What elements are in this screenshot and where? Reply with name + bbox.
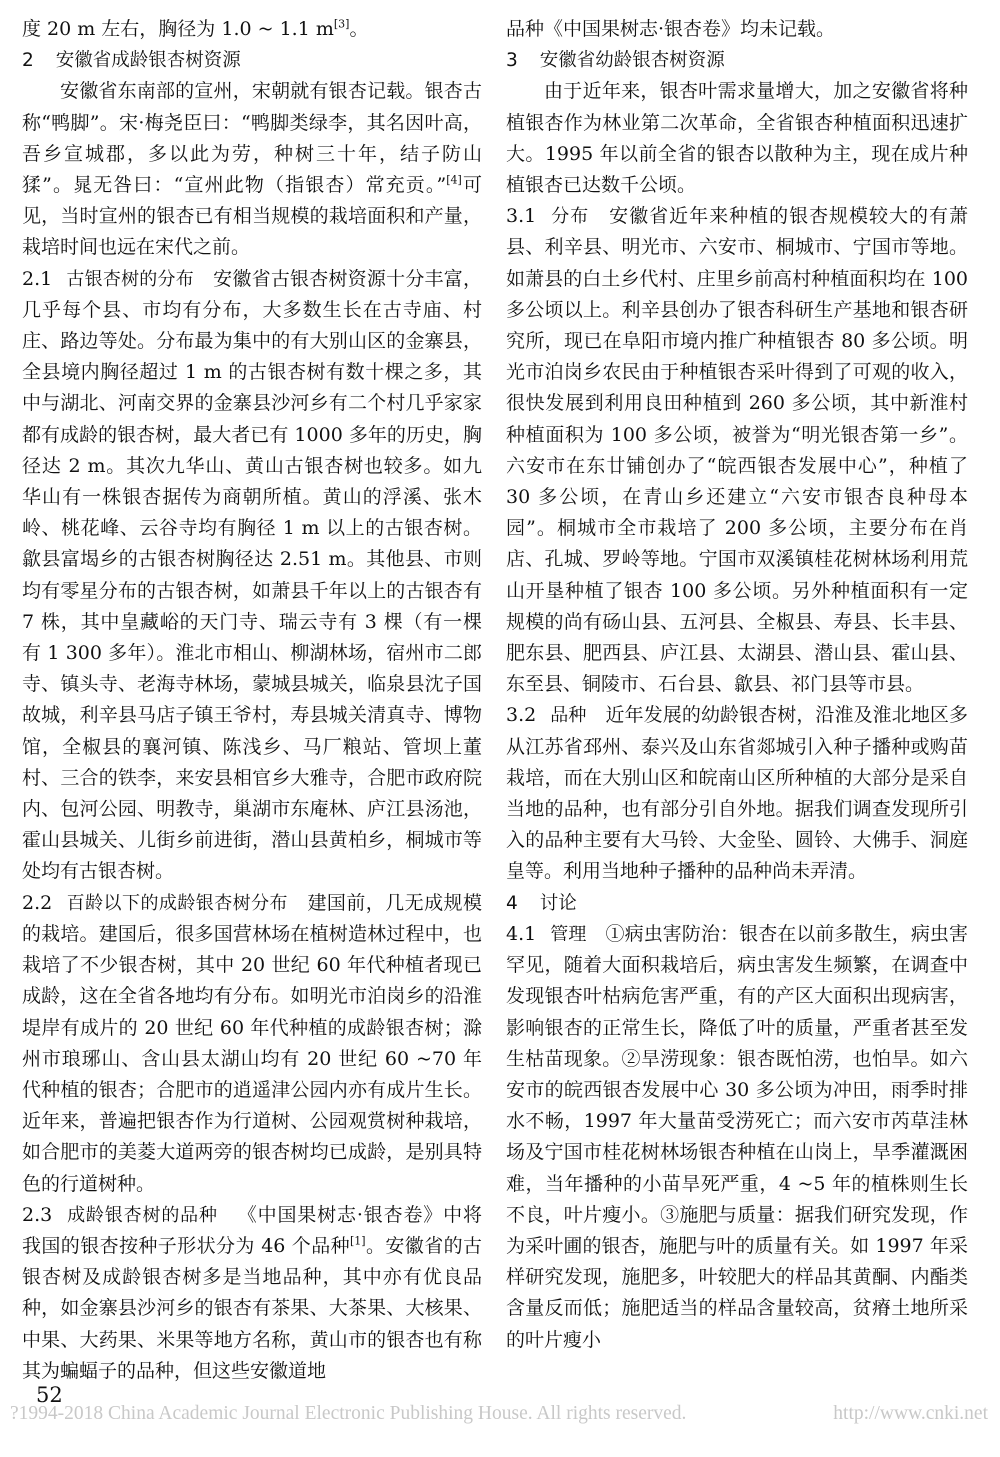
section-heading: 3 安徽省幼龄银杏树资源	[506, 50, 725, 72]
citation: [3]	[333, 17, 350, 31]
subsection-title: 管理	[550, 923, 587, 945]
page-number: 52	[36, 1383, 63, 1407]
subsection-title: 分布	[550, 206, 590, 228]
citation: [4]	[446, 173, 462, 187]
subsection-title: 成龄银杏树的品种	[66, 1204, 218, 1226]
paragraph: 品种《中国果树志·银杏卷》均未记载。	[506, 18, 836, 40]
left-column	[22, 14, 482, 1387]
right-column	[506, 14, 968, 1356]
subsection-title: 百龄以下的成龄银杏树分布	[66, 892, 288, 914]
section-heading: 2 安徽省成龄银杏树资源	[22, 50, 241, 72]
subsection-title: 品种	[550, 705, 587, 727]
paragraph: 度 20 m 左右，胸径为 1.0 ~ 1.1 m[3]。	[22, 17, 369, 40]
footer	[10, 1403, 990, 1425]
footer-url[interactable]: http://www.cnki.net	[833, 1403, 988, 1424]
subsection-paragraph: 3.2 品种 近年发展的幼龄银杏树，沿淮及淮北地区多从江苏省邳州、泰兴及山东省郯城引入种子播种或购苗栽培，而在大别山区和皖南山区所种植的大部分是采自当地的品种，也有部分引自外地。据我们调查发现所引入的品种主要有大马铃、大金坠、圆铃、大佛手、洞庭皇等。利用当地种子播种的品种尚未弄清。	[506, 704, 968, 883]
subsection-paragraph: 2.2 百龄以下的成龄银杏树分布 建国前，几无成规模的栽培。建国后，很多国营林场在植树造林过程中，也栽培了不少银杏树，其中 20 世纪 60 年代种植者现已成龄，这在全省各地均有分布。如明光市泊岗乡的沿淮堤岸有成片的 20 世纪 60 年代种植的成龄银杏树；滁州市琅琊山、含山县太湖山均有 20 世纪 60 ~70 年代种植的银杏；合肥市的逍遥津公园内亦有成片生长。近年来，普遍把银杏作为行道树、公园观赏树种栽培，如合肥市的美菱大道两旁的银杏树均已成龄，是别具特色的行道树种。	[22, 891, 482, 1195]
section-heading: 4 讨论	[506, 892, 577, 914]
subsection-paragraph: 4.1 管理 ①病虫害防治：银杏在以前多散生，病虫害罕见，随着大面积栽培后，病虫害发生频繁，在调查中发现银杏叶枯病危害严重，有的产区大面积出现病害，影响银杏的正常生长，降低了叶的质量，严重者甚至发生枯苗现象。②旱涝现象：银杏既怕涝，也怕旱。如六安市的皖西银杏发展中心 30 多公顷为冲田，雨季时排水不畅，1997 年大量苗受涝死亡；而六安市芮草洼林场及宁国市桂花树林场银杏种植在山岗上，旱季灌溉困难，当年播种的小苗旱死严重，4 ~5 年的植株则生长不良，叶片瘦小。③施肥与质量：据我们研究发现，作为采叶圃的银杏，施肥与叶的质量有关。如 1997 年采样研究发现，施肥多，叶较肥大的样品其黄酮、内酯类含量反而低；施肥适当的样品含量较高，贫瘠土地所采的叶片瘦小	[506, 922, 968, 1351]
subsection-title: 古银杏树的分布	[66, 268, 194, 290]
subsection-paragraph: 2.1 古银杏树的分布 安徽省古银杏树资源十分丰富，几乎每个县、市均有分布，大多数生长在古寺庙、村庄、路边等处。分布最为集中的有大别山区的金寨县，全县境内胸径超过 1 m 的古银杏树有数十棵之多，其中与湖北、河南交界的金寨县沙河乡有二个村几乎家家都有成龄的银杏树，最大者已有 1000 多年的历史，胸径达 2 m。其次九华山、黄山古银杏树也较多。如九华山有一株银杏据传为商朝所植。黄山的浮溪、张木岭、桃花峰、云谷寺均有胸径 1 m 以上的古银杏树。歙县富堨乡的古银杏树胸径达 2.51 m。其他县、市则均有零星分布的古银杏树，如萧县千年以上的古银杏有 7 株，其中皇藏峪的天门寺、瑞云寺有 3 棵（有一棵有 1 300 多年）。淮北市相山、柳湖林场，宿州市二郎寺、镇头寺、老海寺林场，蒙城县城关，临泉县沈子国故城，利辛县马店子镇王爷村，寿县城关清真寺、博物馆，全椒县的襄河镇、陈浅乡、马厂粮站、管坝上董村、三合的铁李，来安县相官乡大雅寺，合肥市政府院内、包河公园、明教寺，巢湖市东庵林、庐江县汤池，霍山县城关、儿街乡前进街，潜山县黄柏乡，桐城市等处均有古银杏树。	[22, 267, 482, 883]
subsection-paragraph: 3.1 分布 安徽省近年来种植的银杏规模较大的有萧县、利辛县、明光市、六安市、桐城市、宁国市等地。如萧县的白土乡代村、庄里乡前高村种植面积均在 100 多公顷以上。利辛县创办了银杏科研生产基地和银杏研究所，现已在阜阳市境内推广种植银杏 80 多公顷。明光市泊岗乡农民由于种植银杏采叶得到了可观的收入，很快发展到利用良田种植到 260 多公顷，其中新淮村种植面积为 100 多公顷，被誉为“明光银杏第一乡”。六安市在东廿铺创办了“皖西银杏发展中心”，种植了 30 多公顷，在青山乡还建立“六安市银杏良种母本园”。桐城市全市栽培了 200 多公顷，主要分布在肖店、孔城、罗岭等地。宁国市双溪镇桂花树林场利用荒山开垦种植了银杏 100 多公顷。另外种植面积有一定规模的尚有砀山县、五河县、全椒县、寿县、长丰县、肥东县、肥西县、庐江县、太湖县、潜山县、霍山县、东至县、铜陵市、石台县、歙县、祁门县等市县。	[506, 205, 968, 696]
paragraph: 安徽省东南部的宣州，宋朝就有银杏记载。银杏古称“鸭脚”。宋·梅尧臣曰：“鸭脚类绿李，其名因叶高，吾乡宣城郡，多以此为劳，种树三十年，结子防山猱”。晁无咎曰：“宣州此物（指银杏）常充贡。”[4]可见，当时宣州的银杏已有相当规模的栽培面积和产量，栽培时间也远在宋代之前。	[22, 80, 482, 259]
subsection-paragraph: 2.3 成龄银杏树的品种 《中国果树志·银杏卷》中将我国的银杏按种子形状分为 46 个品种[1]。安徽省的古银杏树及成龄银杏树多是当地品种，其中亦有优良品种，如金寨县沙河乡的银杏有茶果、大茶果、大核果、中果、大药果、米果等地方名称，黄山市的银杏也有称其为蝙蝠子的品种，但这些安徽道地	[22, 1203, 483, 1382]
citation: [1]	[350, 1234, 366, 1248]
paragraph: 由于近年来，银杏叶需求量增大，加之安徽省将种植银杏作为林业第二次革命，全省银杏种植面积迅速扩大。1995 年以前全省的银杏以散种为主，现在成片种植银杏已达数千公顷。	[506, 80, 968, 197]
copyright-text: ?1994-2018 China Academic Journal Electronic Publishing House. All rights reserved.	[10, 1403, 687, 1424]
